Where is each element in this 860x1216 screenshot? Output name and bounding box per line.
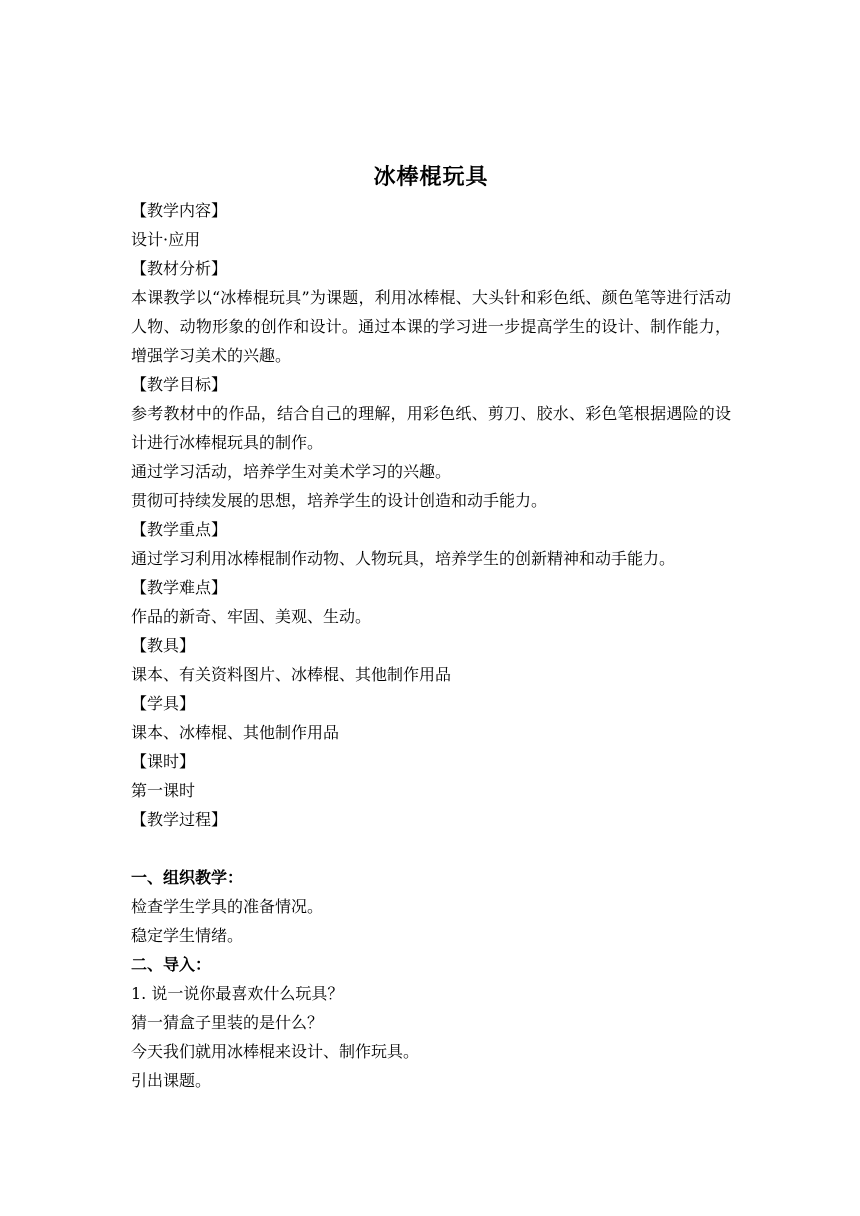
section-organize-teaching: 一、组织教学： [131,868,244,887]
paragraph-favorite-toy: 1. 说一说你最喜欢什么玩具？ [131,984,344,1003]
paragraph-today-design: 今天我们就用冰棒棍来设计、制作玩具。 [131,1042,420,1061]
paragraph-material-analysis: 本课教学以“冰棒棍玩具”为课题，利用冰棒棍、大头针和彩色纸、颜色笔等进行活动人物、动物形象的创作和设计。通过本课的学习进一步提高学生的设计、制作能力，增强学习美术的兴趣。 [131,288,731,365]
paragraph-guess-box: 猜一猜盒子里装的是什么？ [131,1013,324,1032]
paragraph-goal-1: 参考教材中的作品，结合自己的理解，用彩色纸、剪刀、胶水、彩色笔根据遇险的设计进行冰棒棍玩具的制作。 [131,404,731,452]
paragraph-class-period: 第一课时 [131,781,196,800]
heading-material-analysis: 【教材分析】 [131,259,228,278]
paragraph-goal-3: 贯彻可持续发展的思想，培养学生的设计创造和动手能力。 [131,491,548,510]
heading-teaching-content: 【教学内容】 [131,201,228,220]
paragraph-check-tools: 检查学生学具的准备情况。 [131,897,324,916]
paragraph-key-points: 通过学习利用冰棒棍制作动物、人物玩具，培养学生的创新精神和动手能力。 [131,549,676,568]
paragraph-stabilize-emotions: 稳定学生情绪。 [131,926,244,945]
paragraph-goal-2: 通过学习活动，培养学生对美术学习的兴趣。 [131,462,452,481]
heading-student-tools: 【学具】 [131,694,196,713]
blank-line [131,834,731,863]
heading-teaching-goals: 【教学目标】 [131,375,228,394]
section-introduction: 二、导入： [131,955,212,974]
heading-difficulties: 【教学难点】 [131,578,228,597]
paragraph-student-tools: 课本、冰棒棍、其他制作用品 [131,723,340,742]
heading-teaching-process: 【教学过程】 [131,810,228,829]
paragraph-difficulties: 作品的新奇、牢固、美观、生动。 [131,607,372,626]
heading-class-period: 【课时】 [131,752,196,771]
heading-key-points: 【教学重点】 [131,520,228,539]
paragraph-teaching-aids: 课本、有关资料图片、冰棒棍、其他制作用品 [131,665,452,684]
document-body [131,160,731,1095]
paragraph-lead-topic: 引出课题。 [131,1071,212,1090]
heading-teaching-aids: 【教具】 [131,636,196,655]
document-title: 冰棒棍玩具 [373,165,489,190]
paragraph-line: 设计·应用 [131,230,201,249]
